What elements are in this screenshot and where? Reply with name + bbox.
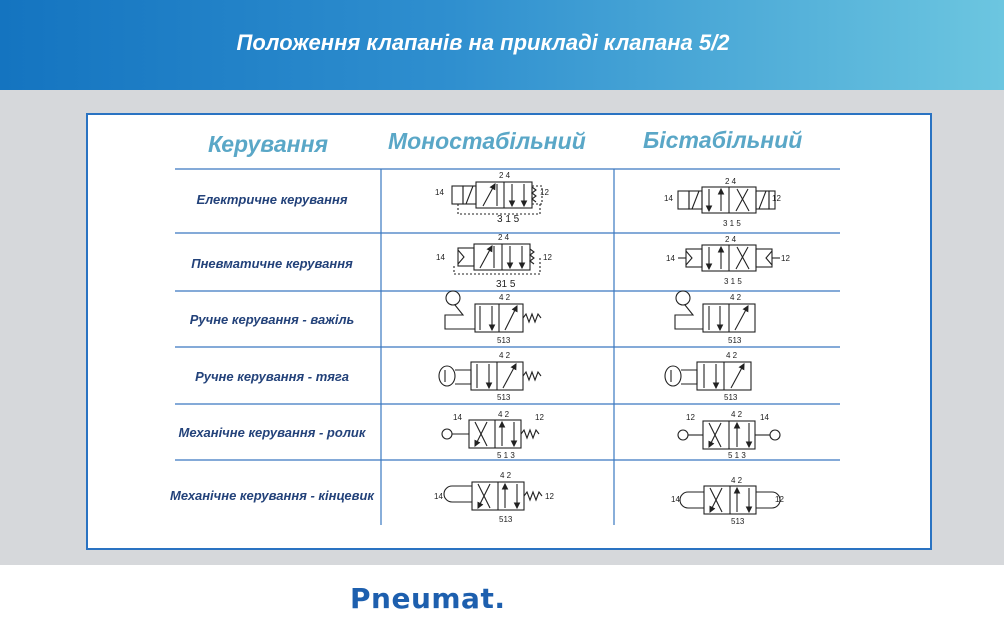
row-label-mechanical-limit: Механічне керування - кінцевик	[170, 488, 374, 503]
svg-text:513: 513	[728, 336, 742, 345]
svg-text:513: 513	[497, 393, 511, 402]
svg-text:513: 513	[497, 336, 511, 345]
symbol-lever-monostable	[445, 291, 541, 345]
column-header-control: Керування	[208, 131, 329, 157]
svg-text:5 1 3: 5 1 3	[497, 451, 515, 460]
svg-text:513: 513	[724, 393, 738, 402]
svg-text:4 2: 4 2	[726, 351, 738, 360]
svg-text:2 4: 2 4	[725, 235, 737, 244]
svg-text:14: 14	[666, 254, 675, 263]
svg-text:12: 12	[540, 188, 549, 197]
svg-text:12: 12	[543, 253, 552, 262]
page-title: Положення клапанів на прикладі клапана 5/2	[236, 30, 730, 55]
svg-text:14: 14	[435, 188, 444, 197]
svg-text:513: 513	[499, 515, 513, 524]
svg-text:14: 14	[453, 413, 462, 422]
symbol-electric-monostable	[435, 171, 549, 225]
svg-text:14: 14	[671, 495, 680, 504]
symbol-roller-bistable	[678, 410, 780, 460]
svg-text:4 2: 4 2	[731, 410, 743, 419]
svg-text:12: 12	[686, 413, 695, 422]
symbol-pull-monostable	[439, 351, 541, 402]
svg-text:3 1 5: 3 1 5	[497, 214, 520, 225]
svg-text:3 1 5: 3 1 5	[724, 277, 742, 286]
row-label-manual-lever: Ручне керування - важіль	[189, 312, 355, 327]
column-header-bistable: Бістабільний	[643, 127, 803, 153]
pneumat-logo: Pneumat.	[350, 582, 506, 615]
symbol-electric-bistable	[664, 177, 781, 228]
svg-text:2 4: 2 4	[725, 177, 737, 186]
svg-text:5 1 3: 5 1 3	[728, 451, 746, 460]
symbol-roller-monostable	[442, 410, 544, 460]
svg-text:14: 14	[436, 253, 445, 262]
svg-text:513: 513	[731, 517, 745, 526]
column-header-monostable: Моностабільний	[388, 128, 586, 154]
svg-text:2 4: 2 4	[499, 171, 511, 180]
svg-text:12: 12	[535, 413, 544, 422]
svg-text:14: 14	[434, 492, 443, 501]
svg-text:12: 12	[545, 492, 554, 501]
svg-text:31 5: 31 5	[496, 279, 516, 290]
svg-text:12: 12	[775, 495, 784, 504]
svg-text:14: 14	[664, 194, 673, 203]
symbol-pull-bistable	[665, 351, 751, 402]
svg-text:4 2: 4 2	[731, 476, 743, 485]
svg-text:4 2: 4 2	[500, 471, 512, 480]
svg-text:3 1 5: 3 1 5	[723, 219, 741, 228]
symbol-pneumatic-monostable	[436, 233, 552, 290]
svg-text:14: 14	[760, 413, 769, 422]
svg-text:12: 12	[781, 254, 790, 263]
row-label-manual-pull: Ручне керування - тяга	[195, 369, 349, 384]
svg-text:2 4: 2 4	[498, 233, 510, 242]
symbol-limit-bistable	[671, 476, 784, 526]
row-label-pneumatic: Пневматичне керування	[191, 256, 353, 271]
symbol-pneumatic-bistable	[666, 235, 790, 286]
svg-text:4 2: 4 2	[498, 410, 510, 419]
symbol-lever-bistable	[675, 291, 755, 345]
svg-text:4 2: 4 2	[499, 351, 511, 360]
svg-text:12: 12	[772, 194, 781, 203]
row-label-mechanical-roller: Механічне керування - ролик	[178, 425, 366, 440]
svg-text:4 2: 4 2	[499, 293, 511, 302]
row-label-electric: Електричне керування	[196, 192, 348, 207]
symbol-limit-monostable	[434, 471, 554, 524]
svg-text:4 2: 4 2	[730, 293, 742, 302]
